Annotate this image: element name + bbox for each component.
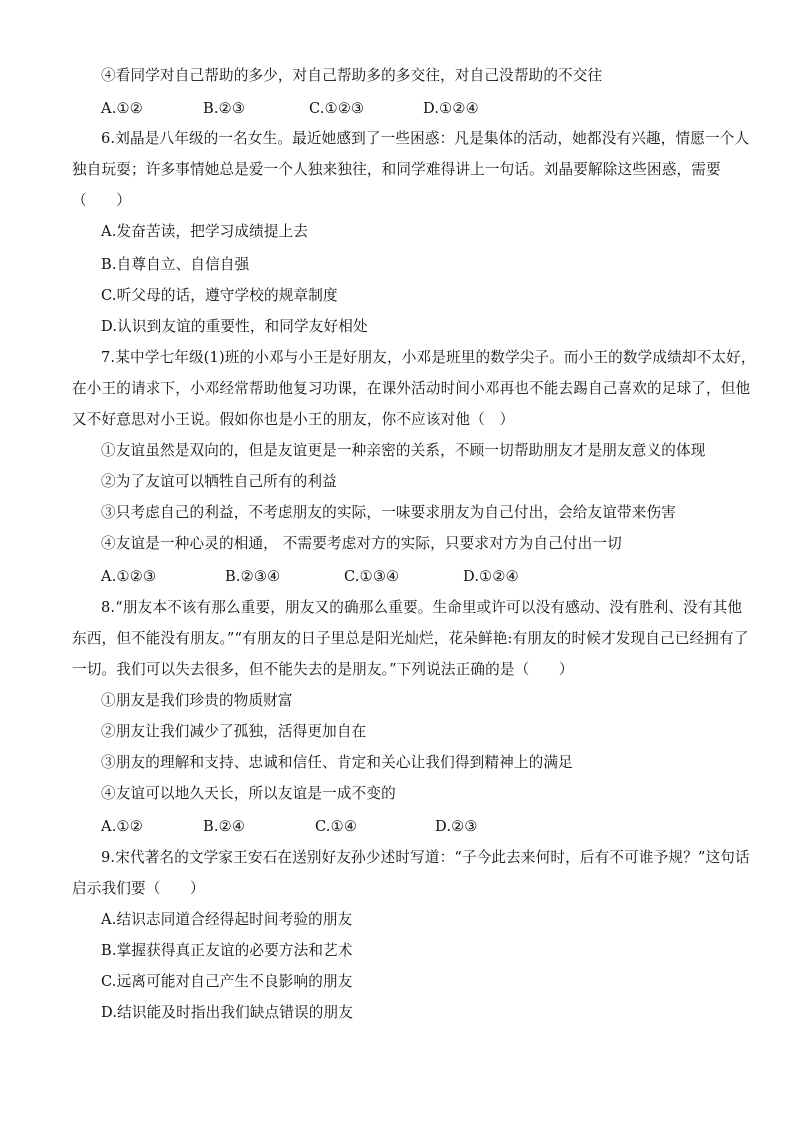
q5-option-d: D.①②④ [423,100,479,117]
q7-option-c: C.①③④ [344,568,400,585]
q6-stem-line-3: （ ） [72,192,131,209]
q5-option-c: C.①②③ [309,100,365,117]
q5-statement-4: ④看同学对自己帮助的多少，对自己帮助多的多交往，对自己没帮助的不交往 [101,67,603,84]
q6-stem-line-2: 独自玩耍；许多事情她总是爱一个人独来独往，和同学难得讲上一句话。刘晶要解除这些困惑，需要 [72,161,721,178]
q7-stem-line-3: 又不好意思对小王说。假如你也是小王的朋友，你不应该对他（ ） [72,411,515,428]
q6-stem-line-1: 6.刘晶是八年级的一名女生。最近她感到了一些困惑：凡是集体的活动，她都没有兴趣，情愿一个人 [101,130,750,147]
q8-statement-2: ②朋友让我们减少了孤独，活得更加自在 [101,723,367,740]
q7-option-d: D.①②④ [463,568,519,585]
q7-stem-line-1: 7.某中学七年级(1)班的小邓与小王是好朋友，小邓是班里的数学尖子。而小王的数学成绩却不太好， [101,349,756,366]
q7-stem-line-2: 在小王的请求下，小邓经常帮助他复习功课，在课外活动时间小邓再也不能去踢自己喜欢的足球了，但他 [72,380,751,397]
q6-option-d: D.认识到友谊的重要性，和同学友好相处 [101,318,368,335]
q6-option-a: A.发奋苦读，把学习成绩提上去 [101,223,309,240]
q8-statement-4: ④友谊可以地久天长，所以友谊是一成不变的 [101,785,396,802]
q9-option-c: C.远离可能对自己产生不良影响的朋友 [101,973,353,990]
q8-statement-3: ③朋友的理解和支持、忠诚和信任、肯定和关心让我们得到精神上的满足 [101,754,573,771]
q5-option-b: B.②③ [203,100,246,117]
q7-statement-3: ③只考虑自己的利益，不考虑朋友的实际，一味要求朋友为自己付出，会给友谊带来伤害 [101,504,677,521]
q8-statement-1: ①朋友是我们珍贵的物质财富 [101,692,293,709]
q9-stem-line-2: 启示我们要（ ） [72,880,205,897]
q8-option-c: C.①④ [315,818,358,835]
q8-stem-line-2: 东西，但不能没有朋友。”“有朋友的日子里总是阳光灿烂，花朵鲜艳:有朋友的时候才发现自己已经拥有了 [72,630,749,647]
q5-option-a: A.①② [101,100,143,117]
q7-statement-2: ②为了友谊可以牺牲自己所有的利益 [101,473,337,490]
q9-stem-line-1: 9.宋代著名的文学家王安石在送别好友孙少述时写道：“子今此去来何时，后有不可谁予规？”这句话 [101,849,750,866]
q6-option-b: B.自尊自立、自信自强 [101,256,250,273]
q8-option-a: A.①② [101,818,143,835]
q8-stem-line-1: 8.“朋友本不该有那么重要，朋友又的确那么重要。生命里或许可以没有感动、没有胜利、没有其他 [101,599,743,616]
q8-stem-line-3: 一切。我们可以失去很多，但不能失去的是朋友。”下列说法正确的是（ ） [72,661,574,678]
q7-statement-1: ①友谊虽然是双向的，但是友谊更是一种亲密的关系，不顾一切帮助朋友才是朋友意义的体现 [101,442,706,459]
q7-option-a: A.①②③ [101,568,157,585]
q9-option-b: B.掌握获得真正友谊的必要方法和艺术 [101,942,353,959]
q7-statement-4: ④友谊是一种心灵的相通， 不需要考虑对方的实际，只要求对方为自己付出一切 [101,535,622,552]
q9-option-a: A.结识志同道合经得起时间考验的朋友 [101,911,353,928]
q8-option-d: D.②③ [435,818,478,835]
q6-option-c: C.听父母的话，遵守学校的规章制度 [101,287,338,304]
q7-option-b: B.②③④ [225,568,281,585]
q8-option-b: B.②④ [203,818,246,835]
q9-option-d: D.结识能及时指出我们缺点错误的朋友 [101,1004,354,1021]
